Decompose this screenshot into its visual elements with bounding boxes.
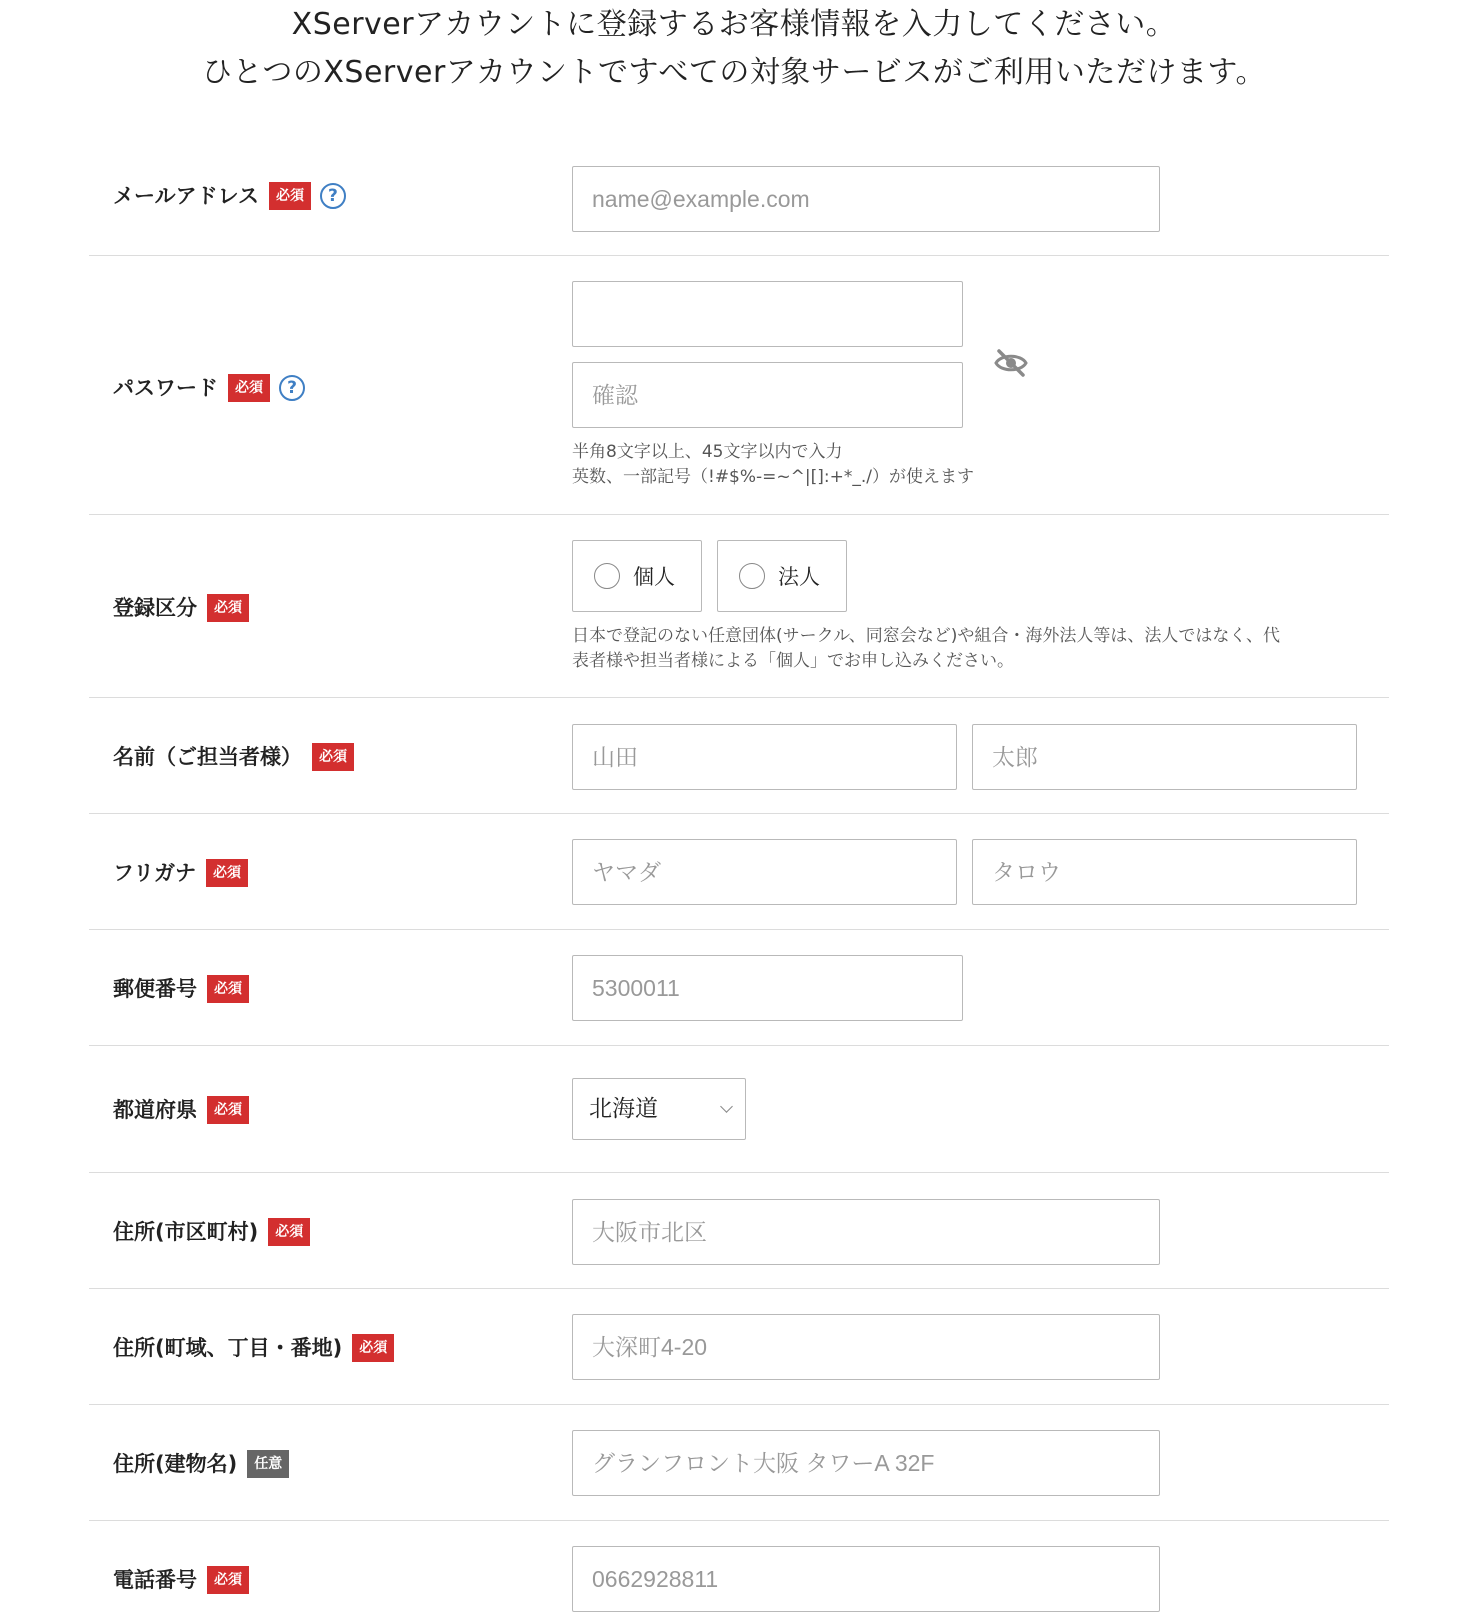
intro-line-1: XServerアカウントに登録するお客様情報を入力してください。 <box>291 7 1177 42</box>
name-label-group <box>113 741 354 771</box>
help-icon[interactable]: ? <box>279 375 305 401</box>
last-name-input[interactable]: 山田 <box>572 724 957 790</box>
prefecture-select[interactable] <box>572 1078 746 1140</box>
email-input[interactable]: name@example.com <box>572 166 1160 232</box>
registration-type-note-line-2: 表者様や担当者様による「個人」でお申し込みください。 <box>572 651 1014 671</box>
name-label: 名前（ご担当者様） <box>113 745 302 769</box>
required-badge: 必須 <box>206 859 248 887</box>
prefecture-label-group <box>113 1094 249 1124</box>
radio-corporation[interactable] <box>717 540 847 612</box>
radio-individual-label: 個人 <box>633 565 675 589</box>
first-name-kana-input[interactable]: タロウ <box>972 839 1357 905</box>
furigana-label-group <box>113 857 248 887</box>
password-label: パスワード <box>113 376 218 400</box>
password-label-group <box>113 372 305 402</box>
registration-type-label: 登録区分 <box>113 596 197 620</box>
password-input[interactable] <box>572 281 963 347</box>
building-label-group <box>113 1448 289 1478</box>
email-label: メールアドレス <box>113 184 259 208</box>
street-input[interactable]: 大深町4-20 <box>572 1314 1160 1380</box>
required-badge: 必須 <box>312 743 354 771</box>
password-note-line-1: 半角8文字以上、45文字以内で入力 <box>572 442 843 462</box>
required-badge: 必須 <box>207 1566 249 1594</box>
building-input[interactable]: グランフロント大阪 タワーA 32F <box>572 1430 1160 1496</box>
street-label: 住所(町域、丁目・番地) <box>113 1336 343 1360</box>
registration-type-note-line-1: 日本で登記のない任意団体(サークル、同窓会など)や組合・海外法人等は、法人ではなく、代 <box>572 626 1281 646</box>
phone-label: 電話番号 <box>113 1568 197 1592</box>
password-confirm-input[interactable]: 確認 <box>572 362 963 428</box>
street-label-group <box>113 1332 394 1362</box>
prefecture-label: 都道府県 <box>113 1098 197 1122</box>
postal-code-label-group <box>113 973 249 1003</box>
email-label-group <box>113 180 346 210</box>
radio-corporation-label: 法人 <box>778 565 820 589</box>
city-label: 住所(市区町村) <box>113 1220 259 1244</box>
required-badge: 必須 <box>207 975 249 1003</box>
eye-slash-icon[interactable] <box>993 347 1029 383</box>
radio-individual[interactable] <box>572 540 702 612</box>
city-input[interactable]: 大阪市北区 <box>572 1199 1160 1265</box>
prefecture-selected-value: 北海道 <box>589 1096 658 1122</box>
help-icon[interactable]: ? <box>320 183 346 209</box>
required-badge: 必須 <box>207 1096 249 1124</box>
postal-code-input[interactable]: 5300011 <box>572 955 963 1021</box>
first-name-input[interactable]: 太郎 <box>972 724 1357 790</box>
phone-input[interactable]: 0662928811 <box>572 1546 1160 1612</box>
password-note-line-2: 英数、一部記号（!#$%-=~^|[]:+*_./）が使えます <box>572 467 974 487</box>
last-name-kana-input[interactable]: ヤマダ <box>572 839 957 905</box>
optional-badge: 任意 <box>247 1450 289 1478</box>
postal-code-label: 郵便番号 <box>113 977 197 1001</box>
phone-label-group <box>113 1564 249 1594</box>
required-badge: 必須 <box>352 1334 394 1362</box>
required-badge: 必須 <box>207 594 249 622</box>
city-label-group <box>113 1216 310 1246</box>
required-badge: 必須 <box>269 182 311 210</box>
required-badge: 必須 <box>268 1218 310 1246</box>
intro-line-2: ひとつのXServerアカウントですべての対象サービスがご利用いただけます。 <box>201 55 1267 90</box>
radio-circle-icon <box>739 563 765 589</box>
chevron-down-icon <box>720 1100 733 1113</box>
furigana-label: フリガナ <box>113 861 196 885</box>
radio-circle-icon <box>594 563 620 589</box>
building-label: 住所(建物名) <box>113 1452 238 1476</box>
required-badge: 必須 <box>228 374 270 402</box>
registration-type-label-group <box>113 592 249 622</box>
